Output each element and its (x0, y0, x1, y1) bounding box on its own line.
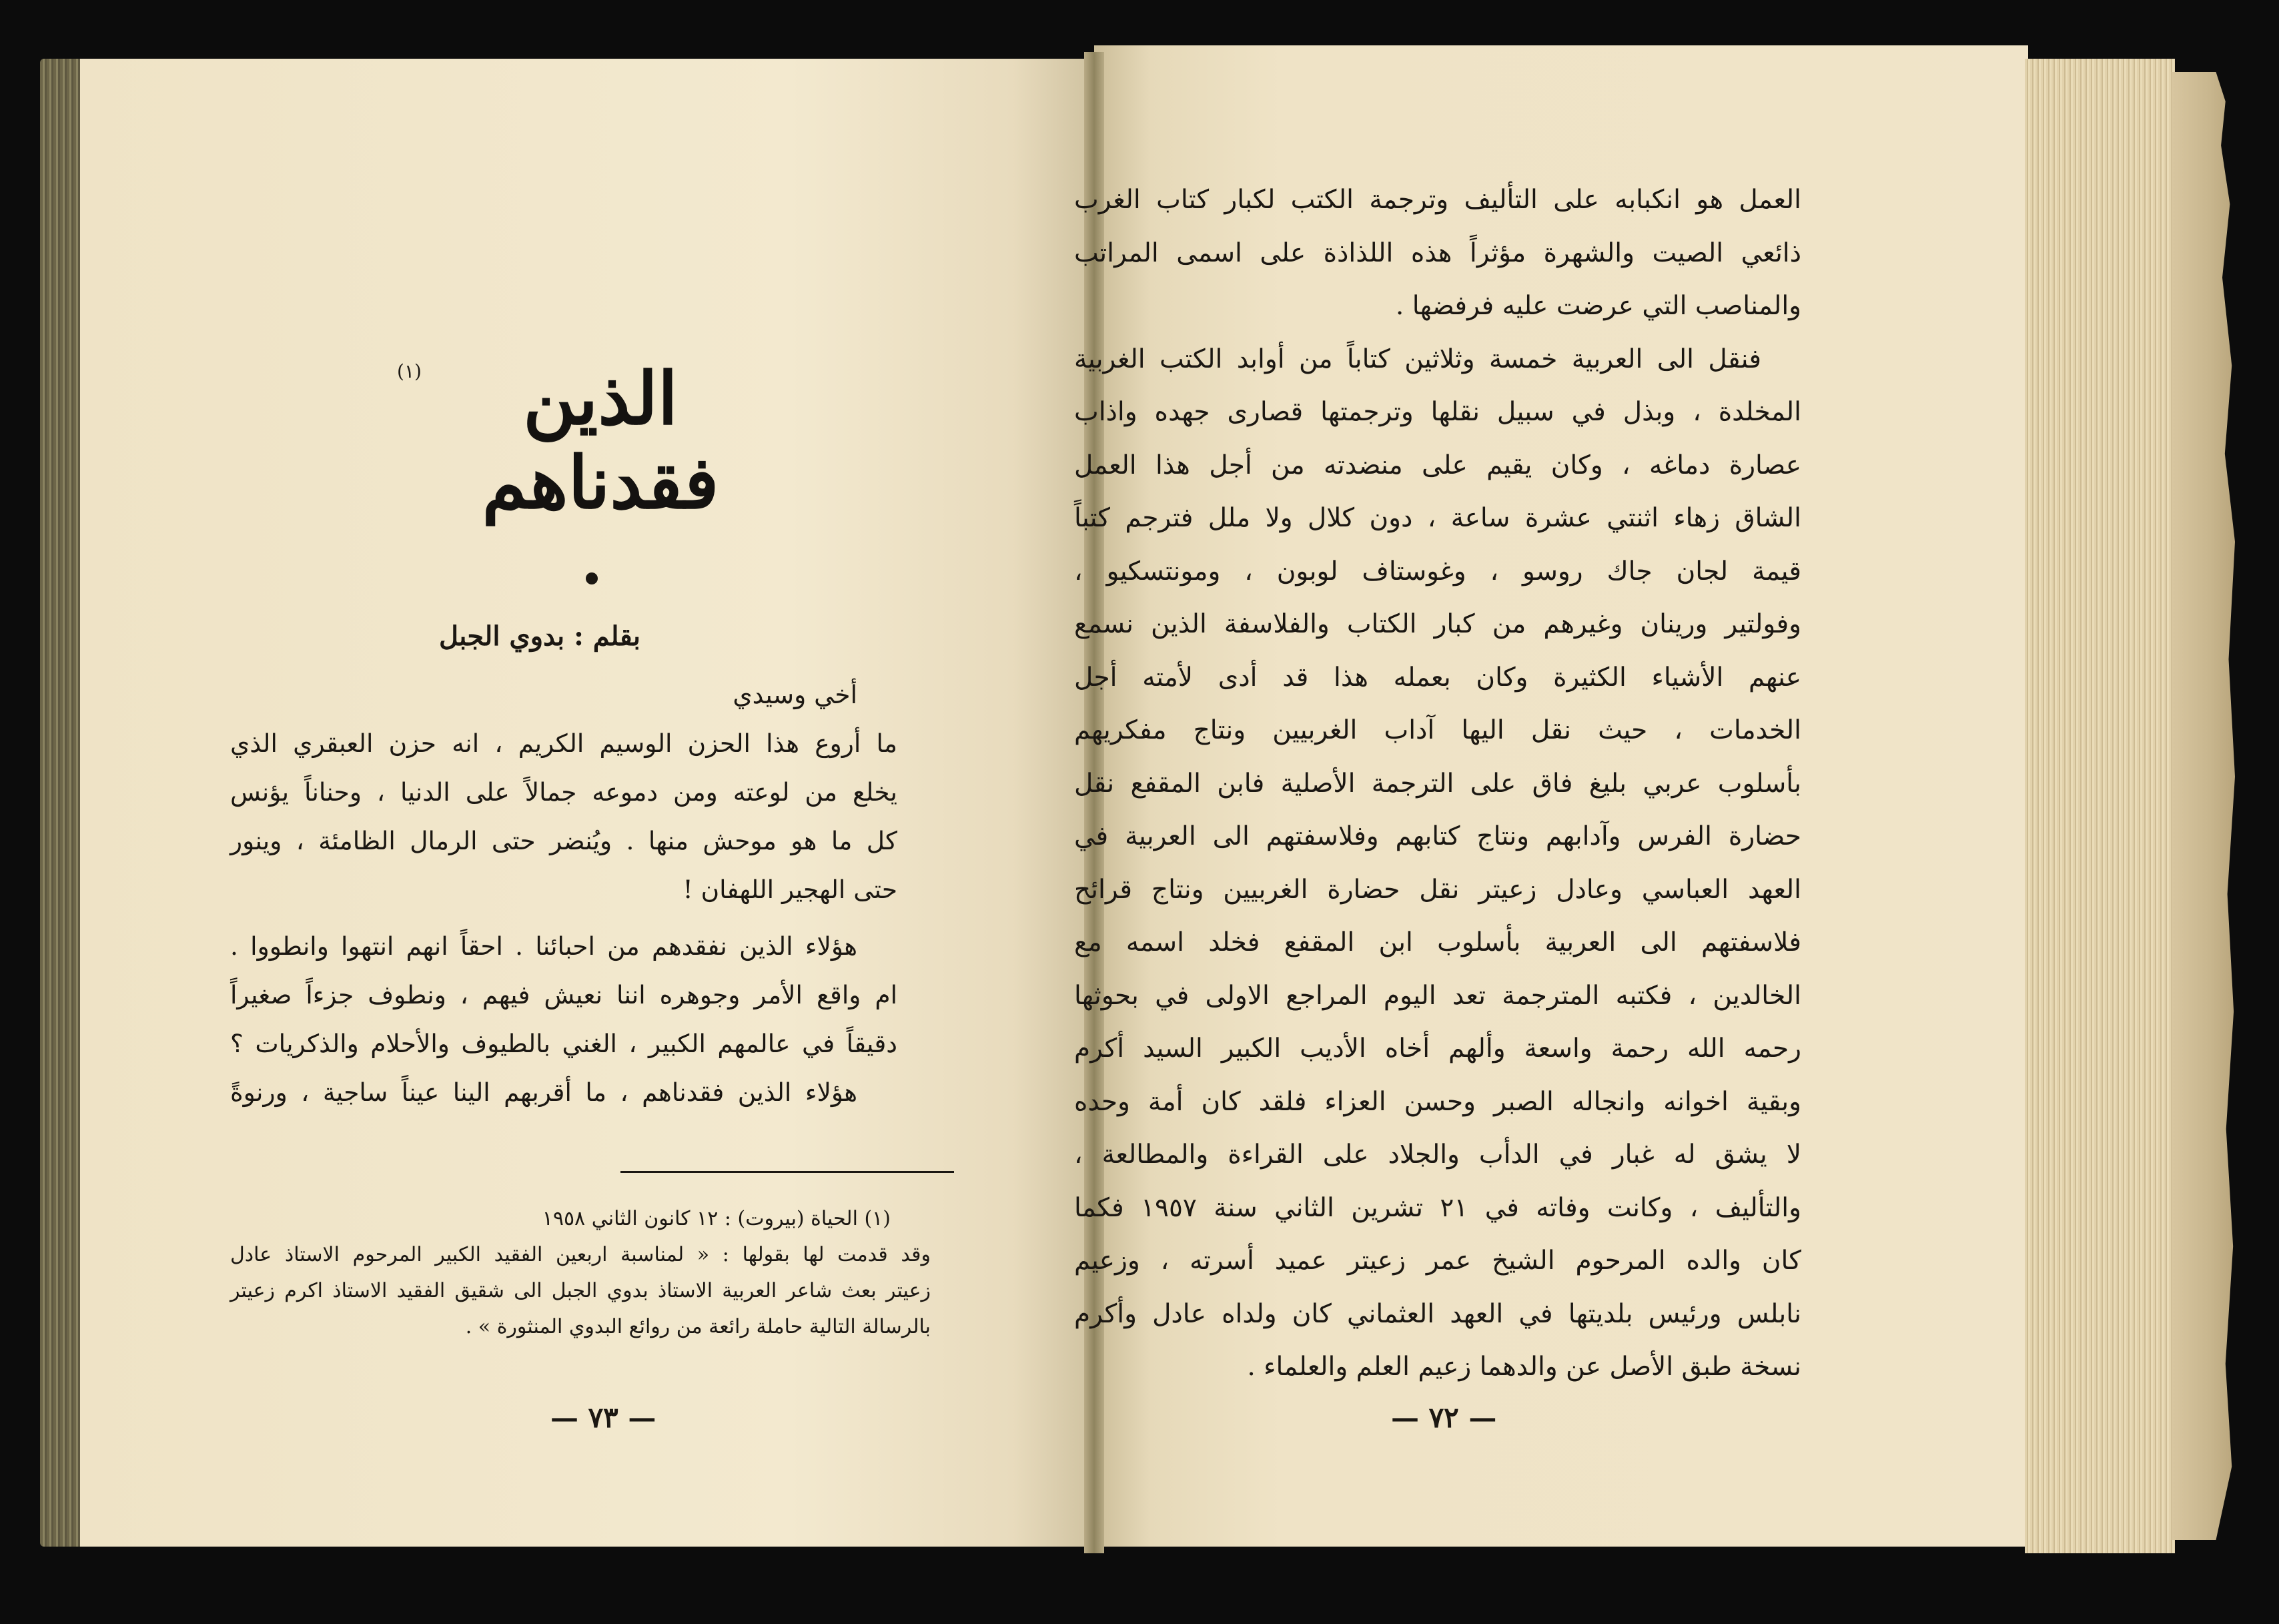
ornament-dot (586, 572, 598, 584)
page-number-right: — ٧٢ — (1391, 1401, 1497, 1434)
text-line: وبقية اخوانه وانجاله الصبر وحسن العزاء فلقد كان أمة وحده (1074, 1086, 1801, 1117)
text-line: والتأليف ، وكانت وفاته في ٢١ تشرين الثاني سنة ١٩٥٧ فكما (1074, 1192, 1801, 1223)
footnote-line: (١) الحياة (بيروت) : ١٢ كانون الثاني ١٩٥٨ (542, 1207, 891, 1230)
text-line: رحمه الله رحمة واسعة وألهم أخاه الأديب الكبير السيد أكرم (1074, 1034, 1801, 1064)
text-line: فنقل الى العربية خمسة وثلاثين كتاباً من أوابد الكتب الغربية (1074, 344, 1761, 374)
text-line: لا يشق له غبار في الدأب والجلاد على القراءة والمطالعة ، (1074, 1140, 1801, 1170)
text-line: العمل هو انكبابه على التأليف وترجمة الكتب لكبار كتاب الغرب (1074, 185, 1801, 215)
torn-page-edge (2172, 72, 2235, 1540)
text-line: دقيقاً في عالمهم الكبير ، الغني بالطيوف والأحلام والذكريات ؟ (230, 1029, 897, 1058)
right-page-edges (2025, 59, 2175, 1553)
text-line: العهد العباسي وعادل زعيتر نقل حضارة الغربيين ونتاج قرائح (1074, 874, 1801, 905)
text-line: المخلدة ، وبذل في سبيل نقلها وترجمتها قصارى جهده واذاب (1074, 397, 1801, 427)
right-page-text (1074, 173, 1801, 1394)
text-line: ام واقع الأمر وجوهره اننا نعيش فيهم ، ونطوف جزءاً صغيراً (230, 980, 897, 1009)
text-line: حتى الهجير اللهفان ! (682, 875, 897, 904)
text-line: ما أروع هذا الحزن الوسيم الكريم ، انه حزن العبقري الذي (230, 729, 897, 758)
text-line: الخدمات ، حيث نقل اليها آداب الغربيين ونتاج مفكريهم (1074, 715, 1801, 745)
text-line: وفولتير ورينان وغيرهم من كبار الكتاب والفلاسفة الذين نسمع (1074, 609, 1801, 639)
text-line: عصارة دماغه ، وكان يقيم على منضدته من أجل هذا العمل (1074, 450, 1801, 480)
article-title: الذين فقدناهم (482, 357, 719, 525)
text-line: هؤلاء الذين نفقدهم من احبائنا . احقاً انهم انتهوا وانطووا . (230, 931, 857, 961)
text-line: عنهم الأشياء الكثيرة وكان بعمله هذا قد أدى لأمته أجل (1074, 662, 1801, 693)
text-line: ذائعي الصيت والشهرة مؤثراً هذه اللذاذة على اسمى المراتب (1074, 238, 1801, 268)
footnote-line: زعيتر بعث شاعر العربية الاستاذ بدوي الجبل الى شقيق الفقيد الاستاذ اكرم زعيتر (230, 1279, 931, 1302)
text-line: يخلع من لوعته ومن دموعه جمالاً على الدنيا ، وحناناً يؤنس (230, 777, 897, 807)
text-line: كان والده المرحوم الشيخ عمر زعيتر عميد أسرته ، وزعيم (1074, 1246, 1801, 1276)
title-footnote-marker: (١) (397, 360, 422, 382)
page-number-left: — ٧٣ — (550, 1401, 656, 1434)
footnote-line: بالرسالة التالية حاملة رائعة من روائع البدوي المنثورة » . (465, 1315, 931, 1338)
text-line: حضارة الفرس وآدابهم ونتاج كتابهم وفلاسفتهم الى العربية في (1074, 821, 1801, 851)
greeting: أخي وسيدي (733, 680, 857, 709)
text-line: والمناصب التي عرضت عليه فرفضها . (1395, 291, 1801, 321)
text-line: نابلس ورئيس بلديتها في العهد العثماني كان ولداه عادل وأكرم (1074, 1298, 1801, 1329)
text-line: نسخة طبق الأصل عن والدهما زعيم العلم والعلماء . (1247, 1352, 1801, 1382)
text-line: بأسلوب عربي بليغ فاق على الترجمة الأصلية فابن المقفع نقل (1074, 768, 1801, 799)
text-line: الشاق زهاء اثنتي عشرة ساعة ، دون كلال ولا ملل فترجم كتباً (1074, 503, 1801, 533)
footnote-divider (620, 1171, 954, 1173)
footnotes (230, 1201, 931, 1345)
text-line: كل ما هو موحش منها . ويُنضر حتى الرمال الظامئة ، وينور (230, 826, 897, 855)
left-page-text (230, 671, 897, 1117)
byline: بقلم : بدوي الجبل (438, 621, 640, 652)
text-line: قيمة لجان جاك روسو ، وغوستاف لوبون ، ومونتسكيو ، (1074, 556, 1801, 586)
text-line: فلاسفتهم الى العربية بأسلوب ابن المقفع فخلد اسمه مع (1074, 927, 1801, 957)
text-line: الخالدين ، فكتبه المترجمة تعد اليوم المراجع الاولى في بحوثها (1074, 980, 1801, 1011)
footnote-line: وقد قدمت لها بقولها : « لمناسبة اربعين الفقيد الكبير المرحوم الاستاذ عادل (230, 1243, 931, 1266)
text-line: هؤلاء الذين فقدناهم ، ما أقربهم الينا عيناً ساجية ، ورنوةً (230, 1078, 857, 1107)
